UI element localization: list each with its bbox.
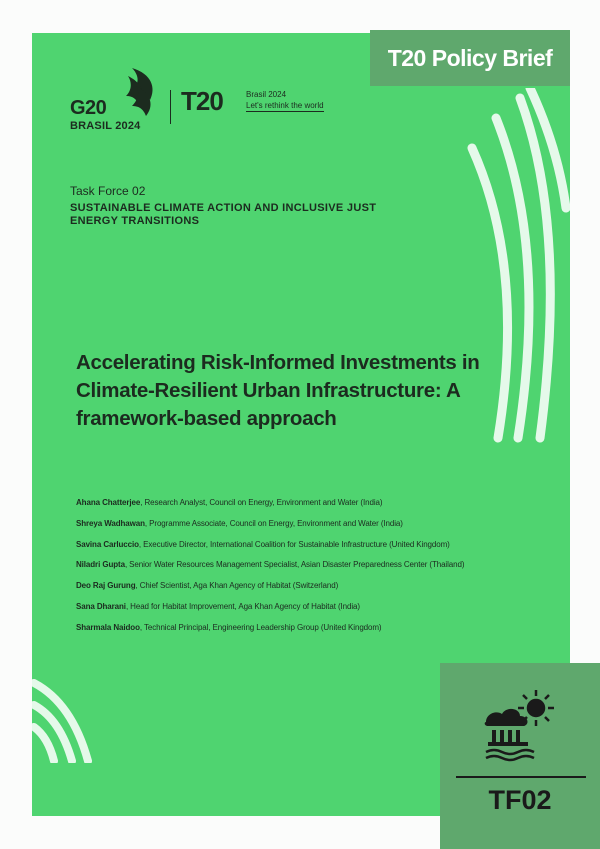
- t20-brasil-label: Brasil 2024: [246, 90, 287, 99]
- document-title: Accelerating Risk-Informed Investments in Climate-Resilient Urban Infrastructure: A framework-based approach: [76, 351, 480, 430]
- author-role: , Programme Associate, Council on Energy, Environment and Water (India): [144, 518, 403, 528]
- author-name: Shreya Wadhawan: [76, 518, 145, 528]
- author-line: [76, 618, 556, 639]
- author-name: Ahana Chatterjee: [76, 498, 141, 507]
- g20-subtitle: BRASIL 2024: [70, 120, 141, 132]
- author-role: , Technical Principal, Engineering Leadership Group (United Kingdom): [139, 622, 382, 632]
- author-line: [76, 555, 556, 576]
- author-line: [76, 514, 556, 535]
- author-name: Sharmala Naidoo: [76, 622, 140, 632]
- t20-wordmark: T20: [181, 86, 223, 116]
- author-role: , Head for Habitat Improvement, Aga Khan Agency of Habitat (India): [125, 601, 360, 611]
- author-role: , Senior Water Resources Management Specialist, Asian Disaster Preparedness Center (Thailand): [124, 560, 465, 570]
- author-name: Savina Carluccio: [76, 539, 139, 549]
- author-role: , Research Analyst, Council on Energy, Environment and Water (India): [140, 498, 383, 507]
- author-role: , Executive Director, International Coalition for Sustainable Infrastructure (United Kingdom): [138, 539, 450, 549]
- author-name: Deo Raj Gurung: [76, 581, 136, 591]
- logo-divider: [170, 90, 171, 124]
- task-force-title: SUSTAINABLE CLIMATE ACTION AND INCLUSIVE JUST ENERGY TRANSITIONS: [70, 202, 377, 227]
- task-force-code: TF02: [488, 785, 552, 815]
- author-name: Sana Dharani: [76, 601, 126, 611]
- author-list: [76, 493, 556, 639]
- policy-brief-label: T20 Policy Brief: [387, 44, 553, 71]
- author-line: [76, 576, 556, 597]
- author-line: [76, 493, 556, 514]
- author-role: , Chief Scientist, Aga Khan Agency of Habitat (Switzerland): [135, 581, 339, 591]
- author-line: [76, 597, 556, 618]
- climate-factory-sun-icon: [482, 686, 558, 762]
- g20-wordmark: G20: [70, 97, 107, 119]
- task-force-label: Task Force 02: [70, 184, 146, 198]
- badge-divider: [456, 776, 586, 778]
- author-line: [76, 535, 556, 556]
- policy-brief-tab: [370, 30, 570, 86]
- t20-tagline: Let's rethink the world: [246, 101, 324, 110]
- curved-stripes-decoration-left: [32, 663, 92, 763]
- author-name: Niladri Gupta: [76, 560, 125, 570]
